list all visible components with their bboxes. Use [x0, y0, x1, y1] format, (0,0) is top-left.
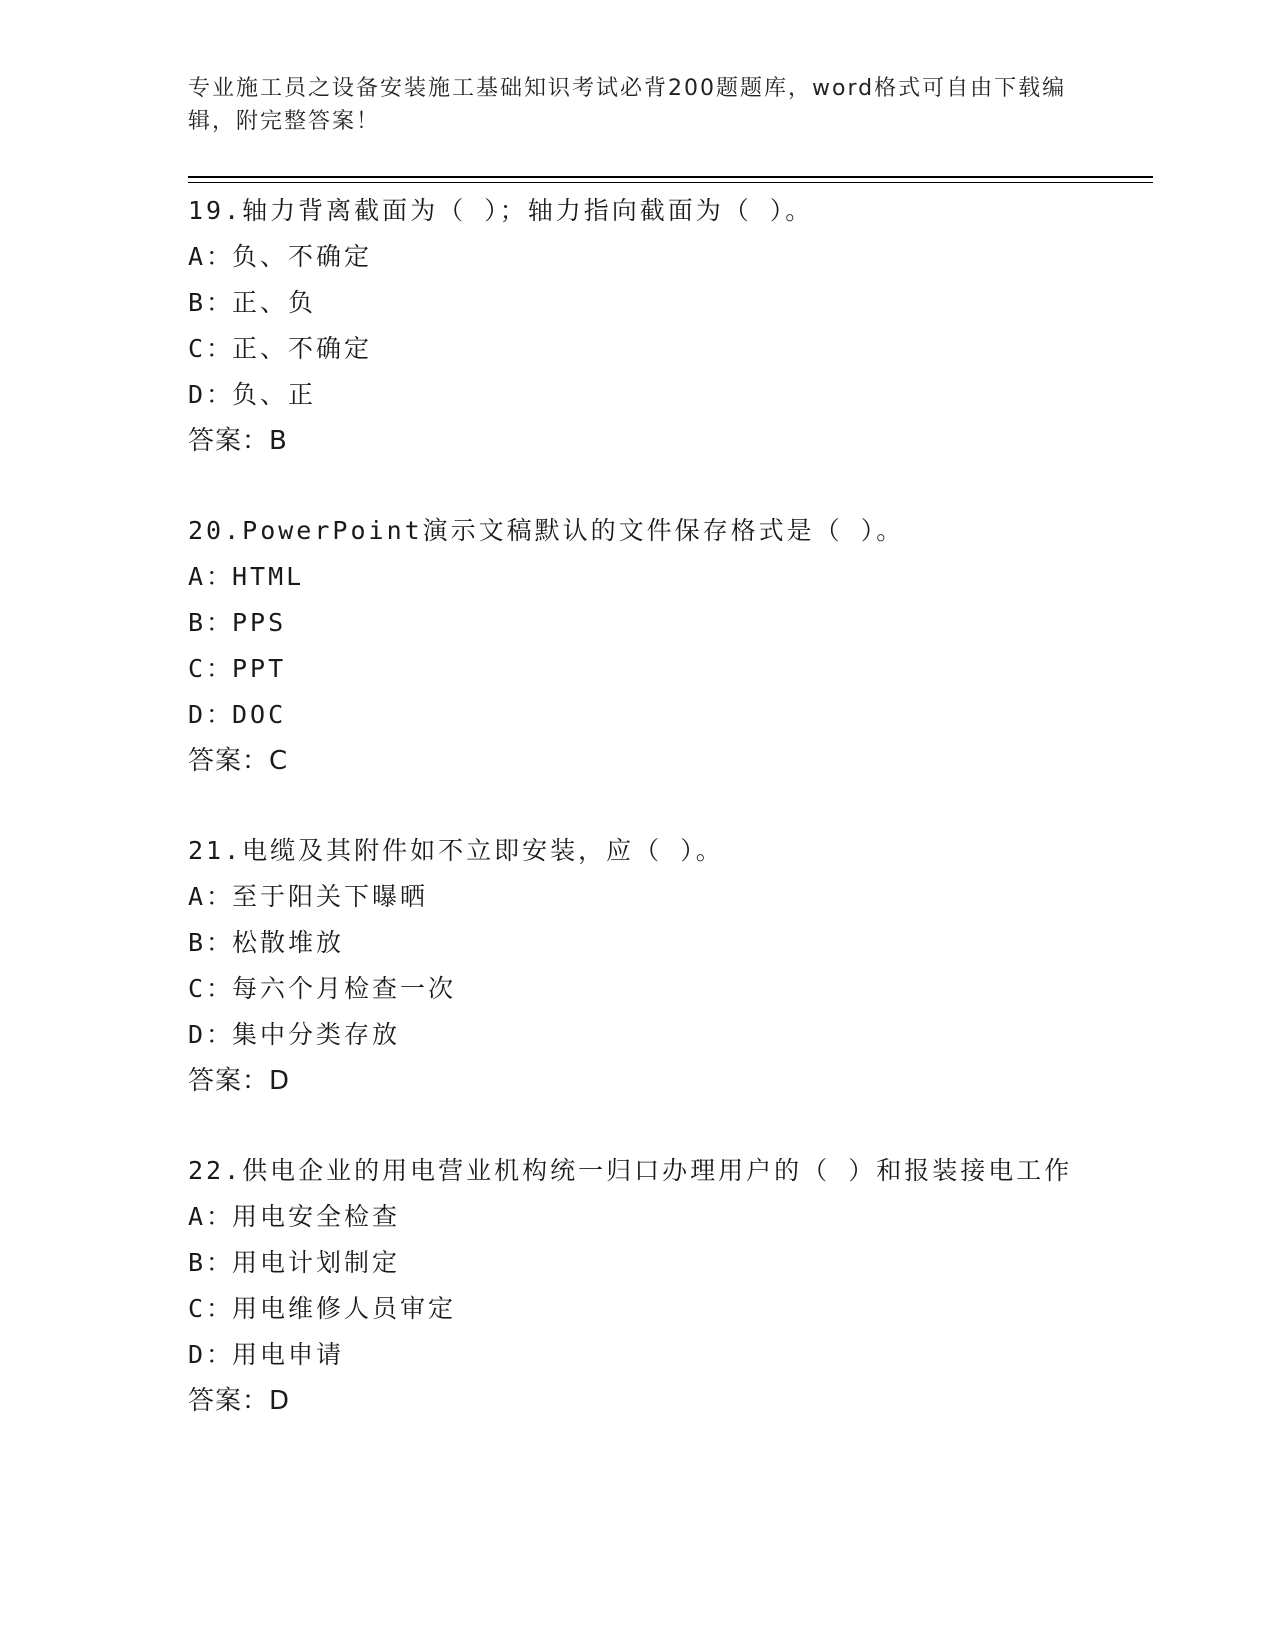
option-text: 用电安全检查 — [232, 1202, 401, 1231]
option-b — [188, 1240, 1088, 1286]
option-d — [188, 1332, 1088, 1378]
option-text: 正、不确定 — [232, 334, 373, 363]
document-header: 专业施工员之设备安装施工基础知识考试必背200题题库，word格式可自由下载编辑，附完整答案！ — [188, 76, 1067, 134]
option-c — [188, 326, 1088, 372]
option-text: 负、正 — [232, 380, 317, 409]
answer: 答案：D — [188, 1386, 291, 1416]
question-19 — [188, 188, 1088, 464]
option-key: B： — [188, 288, 235, 317]
option-b — [188, 600, 1088, 646]
option-c — [188, 966, 1088, 1012]
option-key: B： — [188, 1248, 235, 1277]
question-stem: 22.供电企业的用电营业机构统一归口办理用户的（ ）和报装接电工作 — [188, 1156, 1073, 1185]
option-a — [188, 874, 1088, 920]
question-stem: 21.电缆及其附件如不立即安装，应（ ）。 — [188, 836, 724, 865]
option-key: C： — [188, 654, 235, 683]
option-text: 用电维修人员审定 — [232, 1294, 457, 1323]
option-d — [188, 1012, 1088, 1058]
option-text: 每六个月检查一次 — [232, 974, 457, 1003]
option-text: 至于阳关下曝晒 — [232, 882, 429, 911]
option-key: C： — [188, 334, 235, 363]
option-text: 用电计划制定 — [232, 1248, 401, 1277]
option-text: 负、不确定 — [232, 242, 373, 271]
option-c — [188, 1286, 1088, 1332]
option-text: 用电申请 — [232, 1340, 345, 1369]
option-key: A： — [188, 1202, 235, 1231]
option-key: D： — [188, 1020, 235, 1049]
answer: 答案：D — [188, 1066, 291, 1096]
option-key: A： — [188, 882, 235, 911]
question-list — [188, 188, 1088, 1424]
question-stem: 20.PowerPoint演示文稿默认的文件保存格式是（ ）。 — [188, 516, 905, 545]
option-key: A： — [188, 242, 235, 271]
option-text: 正、负 — [232, 288, 317, 317]
option-c — [188, 646, 1088, 692]
option-b — [188, 280, 1088, 326]
option-key: D： — [188, 700, 235, 729]
option-a — [188, 554, 1088, 600]
option-key: B： — [188, 928, 235, 957]
option-key: D： — [188, 380, 235, 409]
answer: 答案：B — [188, 426, 288, 456]
option-key: A： — [188, 562, 235, 591]
option-text: 松散堆放 — [232, 928, 345, 957]
question-22 — [188, 1148, 1088, 1424]
option-text: HTML — [232, 562, 305, 591]
option-key: C： — [188, 974, 235, 1003]
option-a — [188, 234, 1088, 280]
option-key: B： — [188, 608, 235, 637]
option-d — [188, 372, 1088, 418]
option-key: D： — [188, 1340, 235, 1369]
question-20 — [188, 508, 1088, 784]
option-text: DOC — [232, 700, 287, 729]
answer: 答案：C — [188, 746, 289, 776]
question-stem: 19.轴力背离截面为（ ）；轴力指向截面为（ ）。 — [188, 196, 814, 225]
option-text: PPT — [232, 654, 287, 683]
option-d — [188, 692, 1088, 738]
option-a — [188, 1194, 1088, 1240]
option-text: 集中分类存放 — [232, 1020, 401, 1049]
header-rule-thick — [188, 176, 1153, 178]
option-text: PPS — [232, 608, 287, 637]
option-b — [188, 920, 1088, 966]
question-21 — [188, 828, 1088, 1104]
header-rule-thin — [188, 182, 1153, 183]
option-key: C： — [188, 1294, 235, 1323]
